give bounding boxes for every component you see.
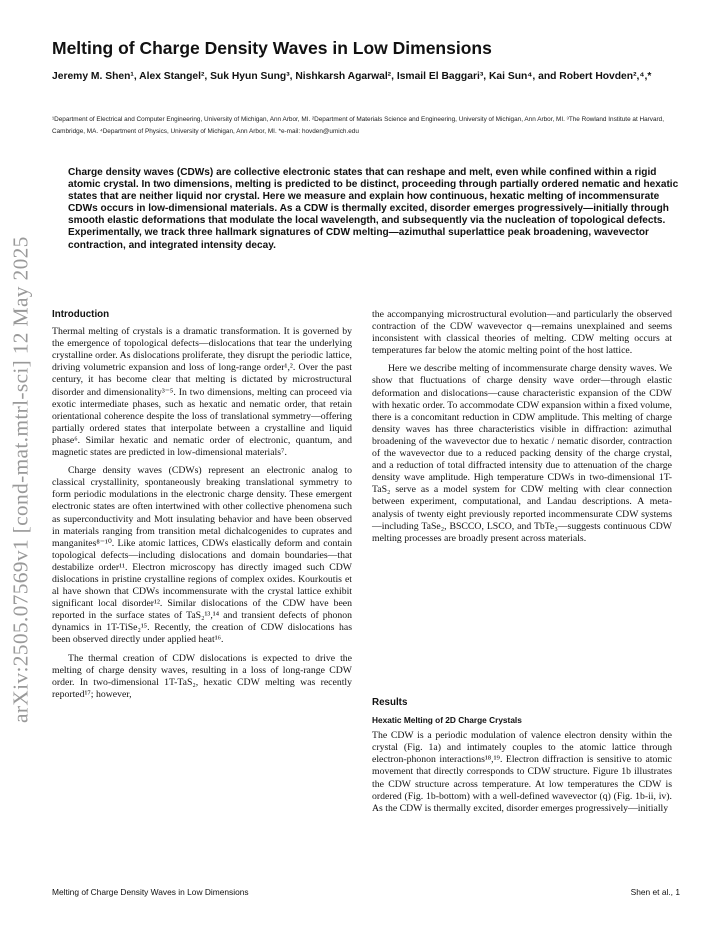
section-heading-results: Results xyxy=(372,697,408,708)
left-column xyxy=(52,309,352,701)
intro-paragraph-2: Charge density waves (CDWs) represent an electronic analog to classical crystallinity, spontaneously breaking translational symmetry to form periodic modulations in the electronic charge density. These emergent electronic states are often intertwined with other collective phenomena such as superconductivity and Mott insulating behavior and have been observed in materials ranging from transition metal dichalcogenides to cuprates and manganites⁸⁻¹⁰. Like atomic lattices, CDWs elastically deform and contain topological defects—including dislocations and domain boundaries—that destabilize order¹¹. Electron microscopy has directly imaged such CDW dislocations in pristine crystalline regions of complex oxides. Kourkoutis et al have shown that CDWs incommensurate with the crystal lattice exhibit significant local disorder¹². Similar dislocations of the CDW have been reported in the surface states of TaS₂¹³,¹⁴ and transient defects of phonon dynamics in 1T-TiSe₂¹⁵. Recently, the creation of CDW dislocations has been observed directly under applied heat¹⁶. xyxy=(52,465,352,646)
intro-paragraph-3: The thermal creation of CDW dislocations is expected to drive the melting of charge density waves, resulting in a loss of long-range CDW order. In two-dimensional 1T-TaS₂, hexatic CDW melting was recently reported¹⁷; however, xyxy=(52,652,352,700)
intro-paragraph-4: the accompanying microstructural evolution—and particularly the observed contraction of the CDW wavevector q—remains unexplained and seems inconsistent with classical theories of melting. CDW melting occurs at temperatures far below the atomic melting point of the host lattice. xyxy=(372,309,672,357)
results-section xyxy=(372,697,672,815)
intro-paragraph-1: Thermal melting of crystals is a dramatic transformation. It is governed by the emergence of topological defects—dislocations that tear the underlying crystalline order. As dislocations proliferate, they disrupt the periodic lattice, driving volumetric expansion and loss of long-range order¹,². Over the past century, it has become clear that melting is dictated by microstructural disorder and dimensionality³⁻⁵. In two dimensions, melting can proceed via exotic intermediate phases, such as hexatic and nematic order, that retain orientational coherence despite the loss of translational symmetry—offering partially ordered states that interpolate between a crystalline and liquid phase⁶. Similar hexatic and nematic order of electronic, quantum, and magnetic states are predicted in low-dimensional materials⁷. xyxy=(52,326,352,459)
author-list: Jeremy M. Shen¹, Alex Stangel², Suk Hyun Sung³, Nishkarsh Agarwal², Ismail El Baggari³, Kai Sun⁴, and Robert Hovden²,⁴,* xyxy=(52,71,652,82)
subsection-heading-hexatic-melting: Hexatic Melting of 2D Charge Crystals xyxy=(372,715,522,726)
footer-page-number: Shen et al., 1 xyxy=(630,887,680,897)
intro-paragraph-5: Here we describe melting of incommensurate charge density waves. We show that fluctuations of charge density wave order—through elastic deformation and dislocations—cause characteristic expansion of the CDW with hexatic order. To accommodate CDW expansion within a fixed volume, there is a concomitant reduction in CDW amplitude. This melting of charge density waves has three characteristics visible in diffraction: azimuthal broadening of the wavevector due to hexatic / nematic disorder, contraction of the wavevector due to a reduced packing density of the charge crystal, and a reduction of total diffracted intensity due to attenuation of the charge density wave amplitude. High temperature CDWs in two-dimensional 1T-TaS₂ serve as a model system for CDW melting with clear connection between experiment, computational, and Landau descriptions. A meta-analysis of twenty eight previously reported incommensurate CDW systems—including TaSe₂, BSCCO, LSCO, and TbTe₃—suggests continuous CDW melting processes are broadly present across materials. xyxy=(372,363,672,544)
results-paragraph-1: The CDW is a periodic modulation of valence electron density within the crystal (Fig. 1a) and intimately couples to the atomic lattice through electron-phonon interactions¹⁸,¹⁹. Electron diffraction is sensitive to atomic movement that directly corresponds to CDW structure. Figure 1b illustrates the CDW structure across temperature. At low temperatures the CDW is ordered (Fig. 1b-bottom) with a well-defined wavevector (q) (Fig. 1b-ii, iv). As the CDW is thermally excited, disorder emerges progressively—initially xyxy=(372,730,672,814)
arxiv-identifier-stamp: arXiv:2505.07569v1 [cond-mat.mtrl-sci] 12 May 2025 xyxy=(8,236,33,724)
affiliations: ¹Department of Electrical and Computer Engineering, University of Michigan, Ann Arbor, MI. ²Department of Materials Science and Engineering, University of Michigan, Ann Arbor, MI. ³The Rowland Institute at Harvard, Cambridge, MA. ⁴Department of Physics, University of Michigan, Ann Arbor, MI. *e-mail: hovden@umich.edu xyxy=(52,116,665,135)
paper-title: Melting of Charge Density Waves in Low Dimensions xyxy=(52,38,492,58)
section-heading-introduction: Introduction xyxy=(52,309,110,320)
abstract: Charge density waves (CDWs) are collective electronic states that can reshape and melt, even while confined within a rigid atomic crystal. In two dimensions, melting is predicted to be distinct, proceeding through partially ordered nematic and hexatic states that are neither liquid nor crystal. Here we measure and explain how continuous, hexatic melting of incommensurate CDWs occurs in low-dimensional materials. As a CDW is thermally excited, disorder emerges progressively—initially through smooth elastic deformations that modulate the local wavelength, and subsequently via the nucleation of topological defects. Experimentally, we track three hallmark signatures of CDW melting—azimuthal superlattice peak broadening, wavevector contraction, and integrated intensity decay. xyxy=(68,167,679,251)
footer-running-title: Melting of Charge Density Waves in Low Dimensions xyxy=(52,887,249,897)
right-column xyxy=(372,309,672,545)
